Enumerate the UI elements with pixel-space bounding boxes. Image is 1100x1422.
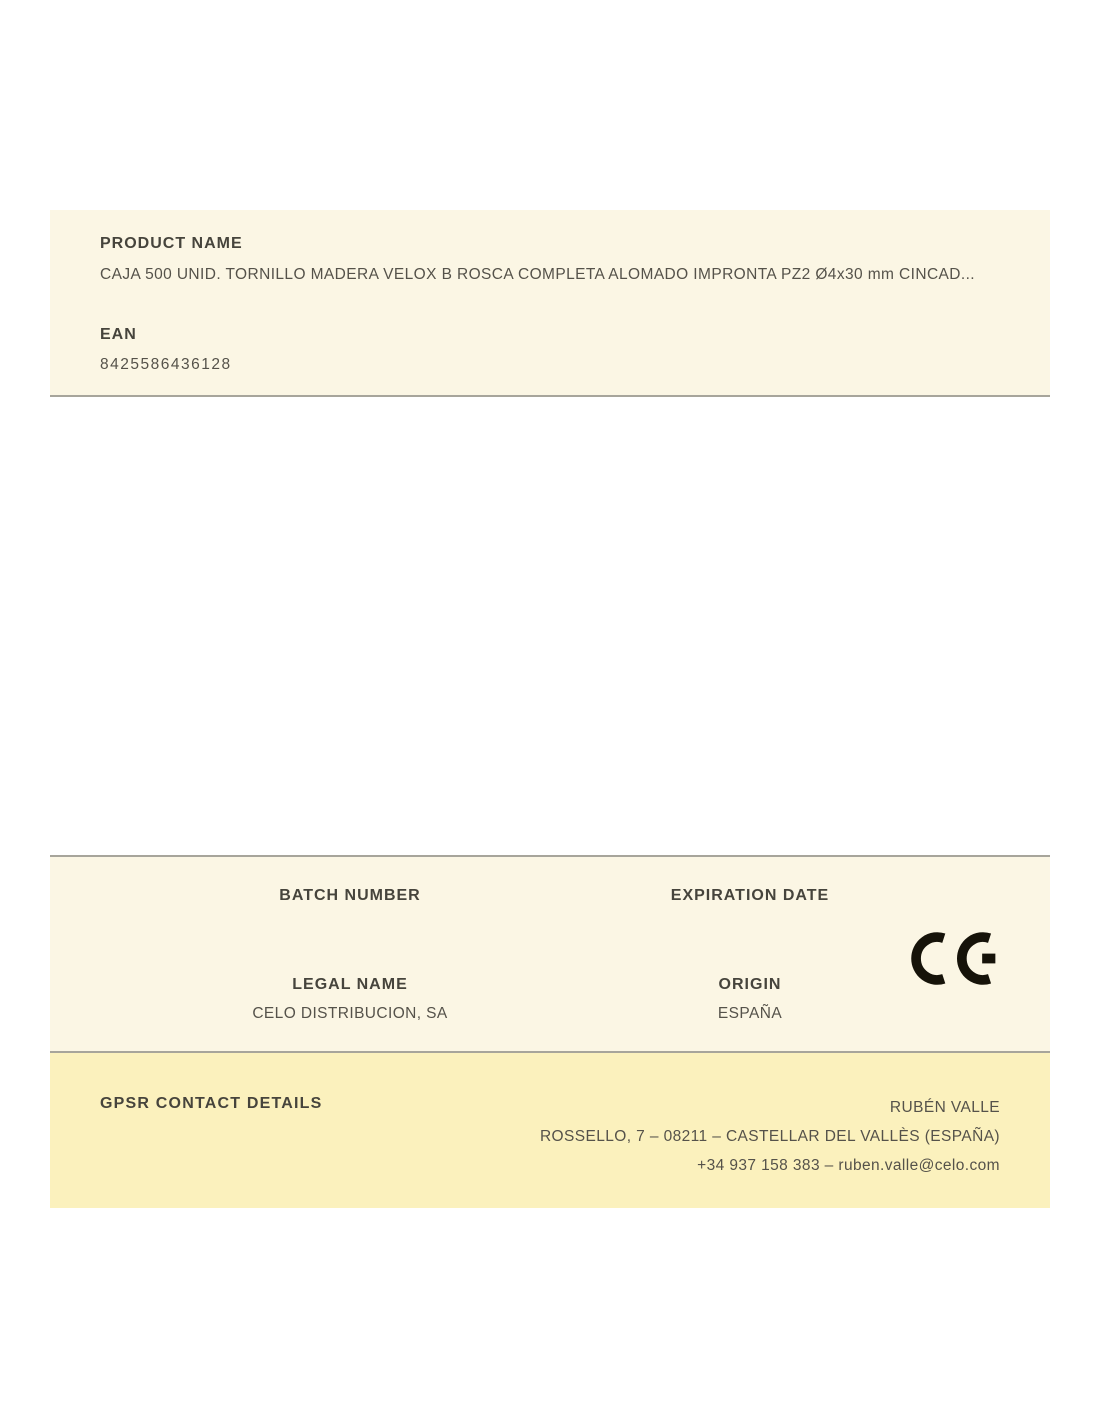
gpsr-contact-block <box>540 1093 1000 1180</box>
gpsr-contact-section <box>50 1053 1050 1208</box>
legal-name-value: CELO DISTRIBUCION, SA <box>252 1005 448 1022</box>
batch-legal-section <box>50 855 1050 1053</box>
gpsr-contact-address: ROSSELLO, 7 – 08211 – CASTELLAR DEL VALLÈS (ESPAÑA) <box>539 1128 1000 1145</box>
ean-value: 8425586436128 <box>100 356 232 373</box>
batch-number-label: BATCH NUMBER <box>279 887 421 904</box>
gpsr-contact-phone-email: +34 937 158 383 – ruben.valle@celo.com <box>697 1157 1000 1174</box>
expiration-date-field <box>600 886 900 915</box>
ce-mark-icon <box>910 930 998 987</box>
gpsr-contact-details-label: GPSR CONTACT DETAILS <box>100 1095 323 1112</box>
product-name-value: CAJA 500 UNID. TORNILLO MADERA VELOX B ROSCA COMPLETA ALOMADO IMPRONTA PZ2 Ø4x30 mm CINCAD... <box>100 266 975 283</box>
origin-field <box>600 975 900 1024</box>
product-info-section <box>50 210 1050 397</box>
expiration-date-label: EXPIRATION DATE <box>670 887 830 904</box>
origin-label: ORIGIN <box>718 976 782 993</box>
legal-name-field <box>100 975 600 1024</box>
legal-name-label: LEGAL NAME <box>292 976 408 993</box>
ean-label: EAN <box>100 326 137 343</box>
origin-value: ESPAÑA <box>717 1005 783 1022</box>
batch-expiration-row <box>100 886 1000 915</box>
batch-number-field <box>100 886 600 915</box>
legal-origin-row <box>100 975 1000 1024</box>
gpsr-contact-name: RUBÉN VALLE <box>889 1099 1000 1116</box>
product-name-label: PRODUCT NAME <box>100 235 243 252</box>
